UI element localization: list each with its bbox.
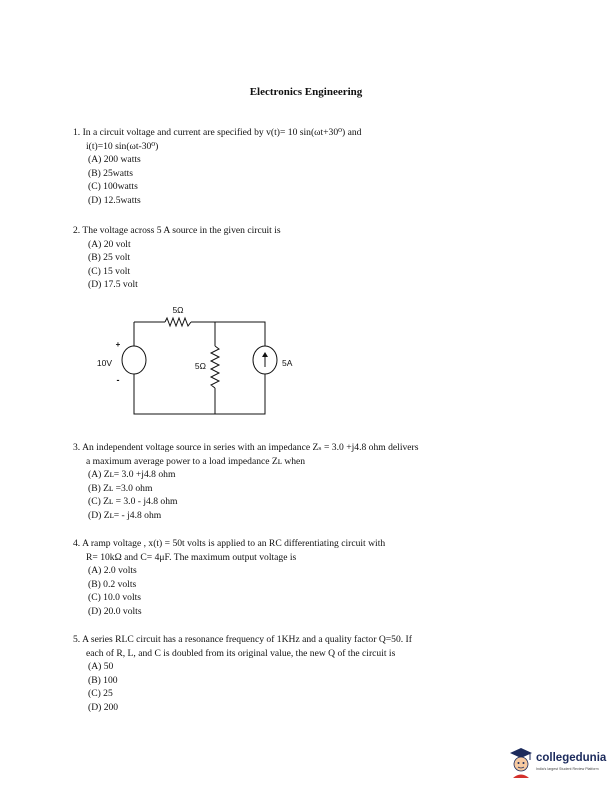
- q2-option-c: (C) 15 volt: [88, 265, 131, 277]
- page-title: Electronics Engineering: [249, 86, 363, 98]
- q1-option-b: (B) 25watts: [88, 167, 134, 179]
- q4-option-d: (D) 20.0 volts: [88, 605, 142, 617]
- q4-option-b: (B) 0.2 volts: [88, 578, 137, 590]
- mid-resistor: [211, 346, 219, 388]
- q5-option-b: (B) 100: [88, 674, 118, 686]
- q2-option-a: (A) 20 volt: [88, 238, 131, 250]
- current-source-label: 5A: [282, 358, 293, 368]
- q1-option-d: (D) 12.5watts: [88, 194, 141, 206]
- q4-option-c: (C) 10.0 volts: [88, 592, 142, 604]
- logo-tagline: India's largest Student Review Platform: [536, 767, 599, 771]
- q3-option-b: (B) Zʟ =3.0 ohm: [88, 482, 153, 494]
- q4-option-a: (A) 2.0 volts: [88, 565, 137, 577]
- logo-wordmark: collegedunia: [536, 752, 607, 764]
- q3-option-a: (A) Zʟ= 3.0 +j4.8 ohm: [88, 469, 176, 481]
- q3-stem-line1: 3. An independent voltage source in series with an impedance Zₛ = 3.0 +j4.8 ohm delivers: [73, 442, 419, 453]
- q2-stem-line1: 2. The voltage across 5 A source in the given circuit is: [73, 225, 281, 236]
- top-resistor-label: 5Ω: [172, 305, 184, 315]
- q5-option-d: (D) 200: [88, 701, 119, 713]
- q4-stem-line1: 4. A ramp voltage , x(t) = 50t volts is applied to an RC differentiating circuit with: [73, 538, 386, 549]
- collegedunia-logo[interactable]: [508, 744, 612, 784]
- voltage-source-plus: +: [115, 340, 121, 349]
- q5-stem-line1: 5. A series RLC circuit has a resonance frequency of 1KHz and a quality factor Q=50. If: [73, 634, 412, 645]
- question-5: [73, 633, 543, 715]
- q1-stem-line1: 1. In a circuit voltage and current are specified by v(t)= 10 sin(ωt+30⁰) and: [73, 127, 362, 138]
- q5-option-c: (C) 25: [88, 688, 113, 700]
- q5-options: [73, 660, 543, 714]
- q5-option-a: (A) 50: [88, 661, 114, 673]
- q1-option-c: (C) 100watts: [88, 181, 138, 193]
- top-resistor: [165, 318, 191, 326]
- q1-stem-line2: i(t)=10 sin(ωt-30⁰): [86, 140, 159, 152]
- graduate-mascot-icon: [508, 744, 534, 782]
- q5-stem-line2: each of R, L, and C is doubled from its original value, the new Q of the circuit is: [86, 647, 396, 659]
- q4-options: [73, 564, 543, 618]
- voltage-source-minus: -: [116, 375, 120, 385]
- voltage-source-label: 10V: [96, 358, 112, 368]
- mid-resistor-label: 5Ω: [194, 361, 206, 371]
- q3-option-c: (C) Zʟ = 3.0 - j4.8 ohm: [88, 496, 178, 508]
- q3-option-d: (D) Zʟ= - j4.8 ohm: [88, 509, 162, 521]
- question-4: [73, 537, 543, 619]
- question-3: [73, 441, 543, 523]
- q3-options: [73, 468, 543, 522]
- voltage-source: [122, 346, 146, 374]
- q4-stem-line2: R= 10kΩ and C= 4μF. The maximum output voltage is: [86, 551, 297, 563]
- q3-stem-line2: a maximum average power to a load impedance Zʟ when: [86, 455, 306, 467]
- q1-option-a: (A) 200 watts: [88, 154, 141, 166]
- q2-option-d: (D) 17.5 volt: [88, 279, 138, 291]
- q2-option-b: (B) 25 volt: [88, 252, 131, 264]
